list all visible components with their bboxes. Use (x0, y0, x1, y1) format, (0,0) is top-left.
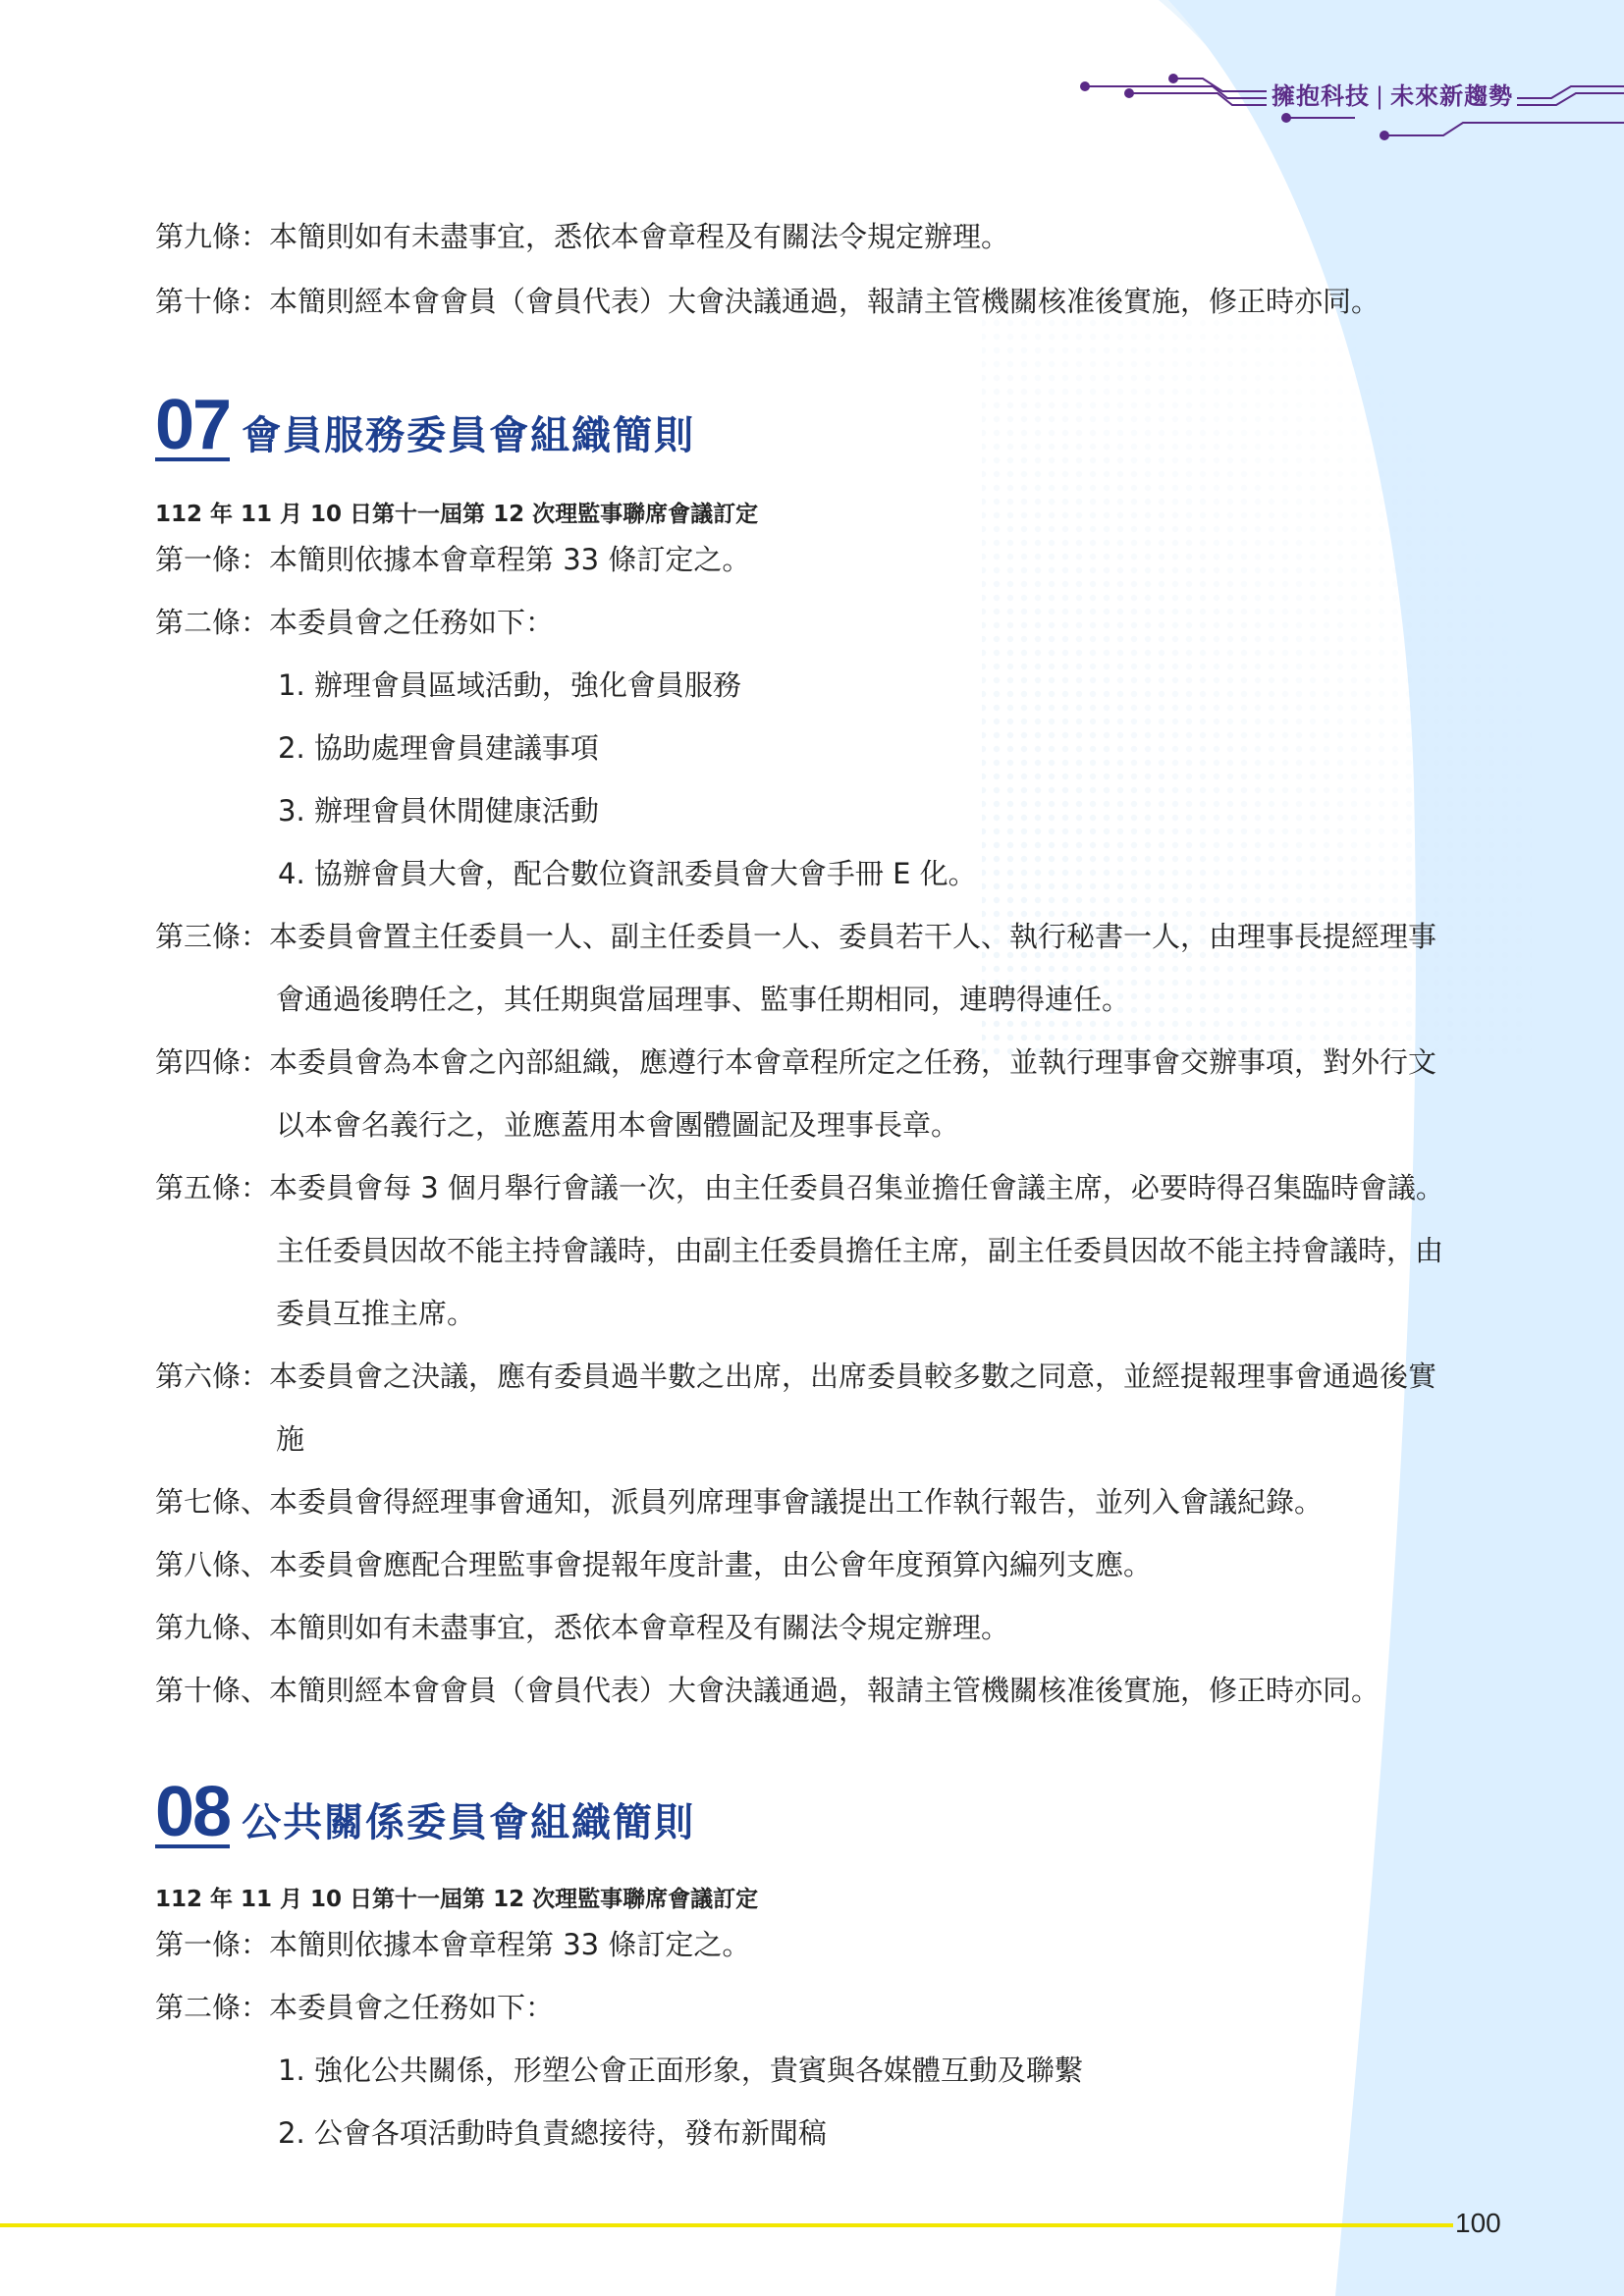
section-title: 公共關係委員會組織簡則 (242, 1800, 696, 1845)
article-label: 第十條： (155, 285, 270, 318)
s08-article-1: 第一條：本簡則依據本會章程第 33 條訂定之。 (155, 1928, 751, 1961)
s07-article-5: 第五條：本委員會每 3 個月舉行會議一次，由主任委員召集並擔任會議主席，必要時得召集臨時會議。 (155, 1171, 1444, 1204)
section-number: 07 (155, 386, 231, 464)
s07-article-6-cont: 施 (276, 1422, 305, 1456)
s07-item-3: 3. 辦理會員休閒健康活動 (278, 794, 599, 828)
page-number: 100 (1455, 2208, 1501, 2238)
s07-article-6: 第六條：本委員會之決議，應有委員過半數之出席，出席委員較多數之同意，並經提報理事會通過後實 (155, 1360, 1437, 1393)
footer-rule (0, 2223, 1453, 2227)
s07-article-5-cont-1: 主任委員因故不能主持會議時，由副主任委員擔任主席，副主任委員因故不能主持會議時，由 (276, 1234, 1444, 1267)
section-title: 會員服務委員會組織簡則 (242, 413, 696, 458)
s07-article-10: 第十條、本簡則經本會會員（會員代表）大會決議通過，報請主管機關核准後實施，修正時亦同。 (155, 1674, 1380, 1707)
article-text: 本簡則如有未盡事宜，悉依本會章程及有關法令規定辦理。 (269, 220, 1010, 253)
header-separator: | (1376, 82, 1385, 110)
s07-article-3-cont: 會通過後聘任之，其任期與當屆理事、監事任期相同，連聘得連任。 (276, 983, 1131, 1016)
section-07-heading (155, 386, 696, 464)
section-08-heading (155, 1773, 696, 1851)
s07-article-3: 第三條：本委員會置主任委員一人、副主任委員一人、委員若干人、執行秘書一人，由理事長提經理事 (155, 920, 1437, 953)
s07-article-5-cont-2: 委員互推主席。 (276, 1297, 476, 1330)
s07-article-8: 第八條、本委員會應配合理監事會提報年度計畫，由公會年度預算內編列支應。 (155, 1548, 1153, 1581)
s08-article-2: 第二條：本委員會之任務如下： (155, 1991, 555, 2024)
s07-item-4: 4. 協辦會員大會，配合數位資訊委員會大會手冊 E 化。 (278, 857, 977, 890)
s08-item-1: 1. 強化公共關係，形塑公會正面形象，貴賓與各媒體互動及聯繫 (278, 2054, 1083, 2087)
article-text: 本簡則經本會會員（會員代表）大會決議通過，報請主管機關核准後實施，修正時亦同。 (269, 285, 1380, 318)
s07-article-1: 第一條：本簡則依據本會章程第 33 條訂定之。 (155, 543, 751, 576)
article-9-top (155, 217, 1009, 256)
s07-article-4-cont: 以本會名義行之，並應蓋用本會團體圖記及理事長章。 (276, 1108, 960, 1142)
s07-item-2: 2. 協助處理會員建議事項 (278, 731, 599, 765)
section-08-date: 112 年 11 月 10 日第十一屆第 12 次理監事聯席會議訂定 (155, 1887, 759, 1912)
header-banner (1272, 77, 1513, 111)
section-number: 08 (155, 1773, 231, 1851)
section-07-date: 112 年 11 月 10 日第十一屆第 12 次理監事聯席會議訂定 (155, 502, 759, 527)
article-label: 第九條： (155, 220, 270, 253)
s07-item-1: 1. 辦理會員區域活動，強化會員服務 (278, 668, 741, 702)
s07-article-7: 第七條、本委員會得經理事會通知，派員列席理事會議提出工作執行報告，並列入會議紀錄。 (155, 1485, 1324, 1519)
header-right-text: 未來新趨勢 (1390, 82, 1514, 110)
s07-article-9: 第九條、本簡則如有未盡事宜，悉依本會章程及有關法令規定辦理。 (155, 1611, 1010, 1644)
s07-article-2: 第二條：本委員會之任務如下： (155, 606, 555, 639)
article-10-top (155, 282, 1380, 321)
header-left-text: 擁抱科技 (1272, 82, 1370, 110)
s08-item-2: 2. 公會各項活動時負責總接待，發布新聞稿 (278, 2116, 827, 2150)
s07-article-4: 第四條：本委員會為本會之內部組織，應遵行本會章程所定之任務，並執行理事會交辦事項，對外行文 (155, 1045, 1437, 1079)
